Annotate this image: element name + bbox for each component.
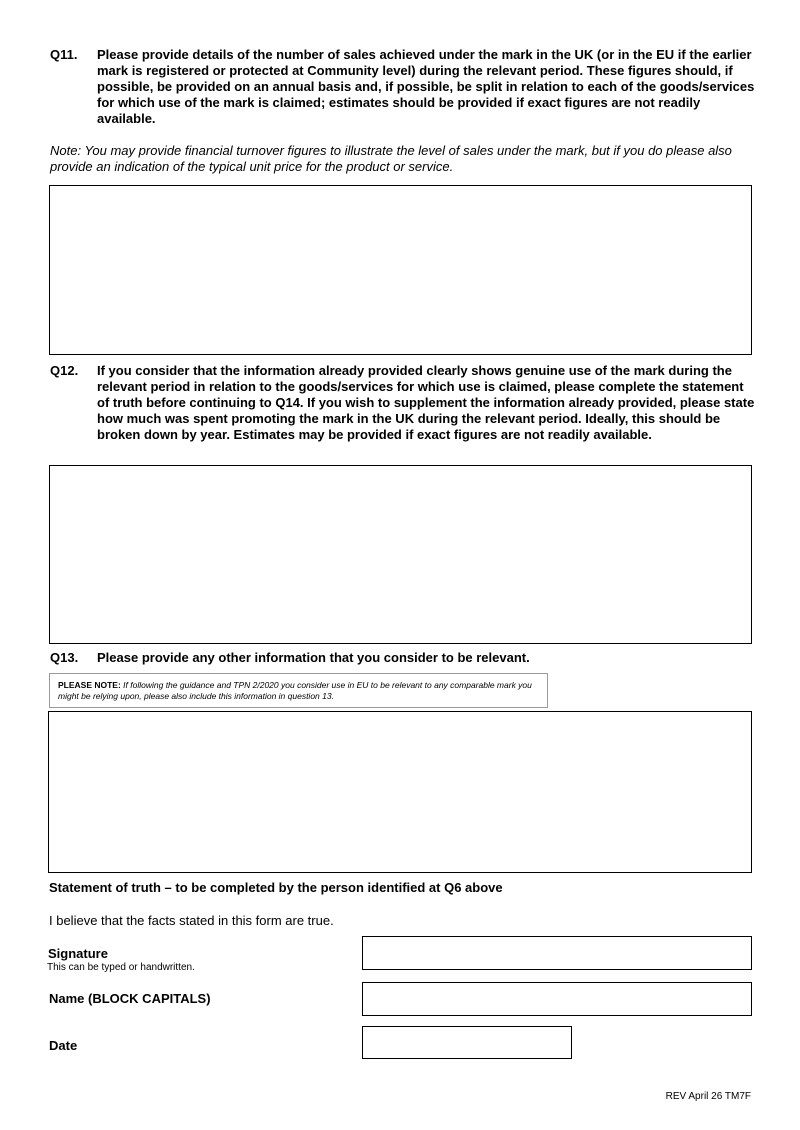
please-note-text: If following the guidance and TPN 2/2020 you consider use in EU to be relevant to any comparable mark you might be relying upon, please also include this information in question 13. [58, 680, 532, 701]
name-field[interactable] [362, 982, 752, 1016]
q12-number: Q12. [50, 363, 79, 378]
signature-label: Signature [48, 946, 108, 961]
statement-belief: I believe that the facts stated in this form are true. [49, 913, 334, 928]
q13-number: Q13. [50, 650, 79, 665]
date-label: Date [49, 1038, 78, 1053]
q13-please-note [49, 673, 548, 708]
name-label: Name (BLOCK CAPITALS) [49, 991, 211, 1006]
q13-text: Please provide any other information that you consider to be relevant. [97, 650, 530, 665]
q11-answer-box[interactable] [49, 185, 752, 355]
q11-text: Please provide details of the number of sales achieved under the mark in the UK (or in the EU if the earlier mark is registered or protected at Community level) during the relevant period. These figures should, if possible, be provided on an annual basis and, if possible, be split in relation to each of the goods/services for which use of the mark is claimed; estimates should be provided if exact figures are not readily available. [97, 47, 755, 126]
q13-answer-box[interactable] [48, 711, 752, 873]
signature-hint: This can be typed or handwritten. [47, 962, 195, 973]
q11-number: Q11. [50, 47, 78, 62]
please-note-label: PLEASE NOTE: [58, 680, 121, 690]
form-revision: REV April 26 TM7F [665, 1091, 751, 1102]
q11-note: Note: You may provide financial turnover figures to illustrate the level of sales under the mark, but if you do please also provide an indication of the typical unit price for the product or service. [50, 143, 732, 174]
date-field[interactable] [362, 1026, 572, 1059]
q12-answer-box[interactable] [49, 465, 752, 644]
q12-text: If you consider that the information already provided clearly shows genuine use of the mark during the relevant period in relation to the goods/services for which use is claimed, please complete the statement of truth before continuing to Q14. If you wish to supplement the information already provided, please state how much was spent promoting the mark in the UK during the relevant period. Ideally, this should be broken down by year. Estimates may be provided if exact figures are not readily available. [97, 363, 755, 442]
signature-field[interactable] [362, 936, 752, 970]
statement-heading: Statement of truth – to be completed by the person identified at Q6 above [49, 880, 503, 895]
